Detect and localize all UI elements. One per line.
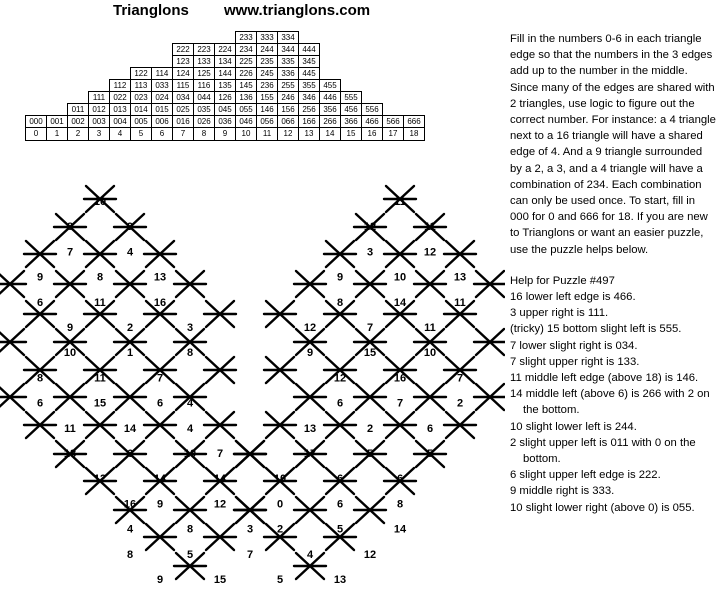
triangle-clue[interactable]: 8 — [126, 548, 134, 561]
hint-item: 2 slight upper left is 011 with 0 on the bottom. — [510, 436, 696, 466]
triangle-clue[interactable]: 15 — [363, 347, 377, 360]
triangle-clue[interactable]: 14 — [123, 422, 137, 435]
triangle-clue[interactable]: 6 — [36, 397, 44, 410]
instructions-panel — [510, 31, 716, 516]
triangle-clue[interactable]: 9 — [156, 574, 164, 586]
triangle-clue[interactable]: 8 — [396, 498, 404, 511]
triangle-clue[interactable]: 16 — [393, 372, 407, 385]
combo-cell: 035 — [194, 104, 215, 116]
combo-cell: 011 — [68, 104, 89, 116]
combo-cell: 666 — [404, 116, 425, 128]
combo-cell: 445 — [299, 68, 320, 80]
triangle-clue[interactable]: 16 — [123, 498, 137, 511]
triangle-clue[interactable]: 6 — [156, 397, 164, 410]
combo-cell: 236 — [257, 80, 278, 92]
triangle-clue[interactable]: 6 — [36, 296, 44, 309]
combo-cell: 044 — [194, 92, 215, 104]
combo-cell: 146 — [257, 104, 278, 116]
triangle-clue[interactable]: 12 — [303, 322, 317, 334]
combo-cell: 036 — [215, 116, 236, 128]
triangle-clue[interactable]: 2 — [276, 523, 284, 536]
combo-cell: 013 — [110, 104, 131, 116]
triangle-clue[interactable]: 4 — [186, 422, 194, 435]
combo-cell: 235 — [257, 56, 278, 68]
combo-cell: 244 — [257, 44, 278, 56]
combo-cell: 334 — [278, 32, 299, 44]
sum-cell: 12 — [278, 128, 299, 141]
triangle-clue[interactable]: 3 — [186, 322, 194, 334]
help-title: Help for Puzzle #497 — [510, 274, 615, 287]
triangle-clue[interactable]: 9 — [306, 347, 314, 360]
triangle-clue[interactable]: 10 — [393, 271, 407, 284]
triangle-clue[interactable]: 8 — [66, 221, 74, 234]
triangle-clue[interactable]: 14 — [393, 523, 407, 536]
combo-cell: 000 — [26, 116, 47, 128]
combo-cell: 222 — [173, 44, 194, 56]
combo-cell: 123 — [173, 56, 194, 68]
hint-list — [510, 289, 716, 516]
triangle-clue[interactable]: 1 — [126, 347, 134, 360]
combo-cell: 116 — [194, 80, 215, 92]
combo-cell: 023 — [131, 92, 152, 104]
hint-item: 14 middle left (above 6) is 266 with 2 on the bottom. — [510, 388, 710, 417]
hint-item: (tricky) 15 bottom slight left is 555. — [510, 323, 682, 336]
triangle-clue[interactable]: 5 — [426, 448, 434, 460]
combo-cell: 344 — [278, 44, 299, 56]
combo-cell: 005 — [131, 116, 152, 128]
combo-cell: 346 — [299, 92, 320, 104]
triangle-clue[interactable]: 7 — [66, 246, 74, 259]
triangle-clue[interactable]: 14 — [393, 296, 407, 309]
combo-cell: 144 — [215, 68, 236, 80]
triangle-clue[interactable]: 11 — [394, 196, 406, 208]
triangle-clue[interactable]: 17 — [303, 448, 317, 460]
triangle-clue[interactable]: 2 — [366, 422, 374, 435]
triangle-clue[interactable]: 5 — [366, 448, 374, 460]
combo-cell: 555 — [341, 92, 362, 104]
triangle-clue[interactable]: 12 — [363, 548, 377, 561]
combo-cell: 134 — [215, 56, 236, 68]
combo-cell: 566 — [383, 116, 404, 128]
triangle-clue[interactable]: 10 — [273, 473, 287, 486]
triangle-clue[interactable]: 8 — [186, 523, 194, 536]
combo-cell: 111 — [89, 92, 110, 104]
triangle-clue[interactable]: 11 — [94, 296, 106, 309]
triangle-clue[interactable]: 14 — [213, 473, 227, 486]
hint-item: 9 middle right is 333. — [510, 485, 615, 498]
combo-cell: 003 — [89, 116, 110, 128]
triangle-clue[interactable]: 6 — [396, 473, 404, 486]
sum-cell: 8 — [194, 128, 215, 141]
combo-cell: 333 — [257, 32, 278, 44]
sum-cell: 3 — [89, 128, 110, 141]
triangle-clue[interactable]: 11 — [94, 372, 106, 385]
triangle-clue[interactable]: 9 — [66, 322, 74, 334]
triangle-clue[interactable]: 13 — [153, 271, 167, 284]
triangle-clue[interactable]: 2 — [126, 322, 134, 334]
combo-cell: 556 — [362, 104, 383, 116]
combo-cell: 446 — [320, 92, 341, 104]
combo-cell: 045 — [215, 104, 236, 116]
combo-cell: 115 — [173, 80, 194, 92]
combo-cell: 014 — [131, 104, 152, 116]
triangle-clue[interactable]: 6 — [126, 448, 134, 460]
combo-cell: 033 — [152, 80, 173, 92]
triangle-clue[interactable]: 7 — [216, 448, 224, 460]
combo-cell: 001 — [47, 116, 68, 128]
combo-cell: 133 — [194, 56, 215, 68]
triangle-clue[interactable]: 10 — [63, 347, 77, 360]
sum-cell: 13 — [299, 128, 320, 141]
combo-cell: 034 — [173, 92, 194, 104]
sum-cell: 14 — [320, 128, 341, 141]
combo-cell: 366 — [341, 116, 362, 128]
combo-cell: 266 — [320, 116, 341, 128]
triangle-clue[interactable]: 4 — [306, 548, 314, 561]
sum-cell: 7 — [173, 128, 194, 141]
triangle-clue[interactable]: 13 — [453, 271, 467, 284]
hint-item: 10 slight lower right (above 0) is 055. — [510, 501, 695, 514]
combo-cell: 223 — [194, 44, 215, 56]
combo-cell: 355 — [299, 80, 320, 92]
triangle-clue[interactable]: 15 — [213, 574, 227, 586]
combo-cell: 256 — [299, 104, 320, 116]
triangle-clue[interactable]: 7 — [246, 548, 254, 561]
combo-cell: 155 — [257, 92, 278, 104]
triangle-clue[interactable]: 7 — [456, 372, 464, 385]
combo-cell: 022 — [110, 92, 131, 104]
combo-cell: 336 — [278, 68, 299, 80]
combo-cell: 122 — [131, 68, 152, 80]
triangle-clue[interactable]: 9 — [36, 271, 44, 284]
combo-cell: 006 — [152, 116, 173, 128]
combo-cell: 444 — [299, 44, 320, 56]
combo-cell: 156 — [278, 104, 299, 116]
sum-cell: 4 — [110, 128, 131, 141]
combo-cell: 025 — [173, 104, 194, 116]
triangle-clue[interactable]: 14 — [153, 473, 167, 486]
triangle-clue[interactable]: 2 — [456, 397, 464, 410]
triangle-clue[interactable]: 3 — [246, 523, 254, 536]
hint-item: 7 lower slight right is 034. — [510, 339, 638, 352]
combo-cell: 255 — [278, 80, 299, 92]
sum-cell: 10 — [236, 128, 257, 141]
triangle-clue[interactable]: 12 — [333, 372, 347, 385]
combo-cell: 456 — [341, 104, 362, 116]
triangle-clue[interactable]: 11 — [424, 221, 436, 234]
triangle-clue[interactable]: 7 — [156, 372, 164, 385]
combo-cell: 012 — [89, 104, 110, 116]
sum-cell: 16 — [362, 128, 383, 141]
sum-cell: 1 — [47, 128, 68, 141]
combo-cell: 055 — [236, 104, 257, 116]
combo-cell: 112 — [110, 80, 131, 92]
triangle-clue[interactable]: 6 — [336, 473, 344, 486]
hint-item: 6 slight upper left edge is 222. — [510, 469, 661, 482]
combo-cell: 145 — [236, 80, 257, 92]
triangle-clue[interactable]: 11 — [64, 422, 76, 435]
triangle-clue[interactable]: 11 — [454, 296, 466, 309]
combo-cell: 455 — [320, 80, 341, 92]
sum-cell: 6 — [152, 128, 173, 141]
triangle-clue[interactable]: 12 — [423, 246, 437, 259]
triangle-clue[interactable]: 12 — [213, 498, 227, 511]
triangle-clue[interactable]: 10 — [183, 448, 197, 460]
combo-cell: 234 — [236, 44, 257, 56]
combo-cell: 466 — [362, 116, 383, 128]
sum-cell: 5 — [131, 128, 152, 141]
combo-cell: 224 — [215, 44, 236, 56]
combo-cell: 056 — [257, 116, 278, 128]
combo-cell: 004 — [110, 116, 131, 128]
combo-cell: 015 — [152, 104, 173, 116]
combo-cell: 233 — [236, 32, 257, 44]
combo-cell: 345 — [299, 56, 320, 68]
triangle-clue[interactable]: 10 — [423, 347, 437, 360]
triangle-clue[interactable]: 6 — [426, 422, 434, 435]
triangle-clue[interactable]: 6 — [336, 498, 344, 511]
combo-cell: 226 — [236, 68, 257, 80]
triangle-clue[interactable]: 5 — [276, 574, 284, 586]
combo-cell: 114 — [152, 68, 173, 80]
sum-cell: 17 — [383, 128, 404, 141]
triangle-clue[interactable]: 4 — [186, 397, 194, 410]
triangle-clue[interactable]: 10 — [93, 196, 107, 208]
hint-item: 11 middle left edge (above 18) is 146. — [510, 372, 699, 385]
triangle-clue[interactable]: 16 — [153, 296, 167, 309]
combo-cell: 113 — [131, 80, 152, 92]
triangle-clue[interactable]: 8 — [336, 296, 344, 309]
triangle-clue[interactable]: 7 — [366, 322, 374, 334]
sum-cell: 18 — [404, 128, 425, 141]
triangle-clue[interactable]: 18 — [63, 448, 77, 460]
combo-cell: 356 — [320, 104, 341, 116]
combo-cell: 166 — [299, 116, 320, 128]
triangle-clue[interactable]: 13 — [333, 574, 347, 586]
triangle-clue[interactable]: 11 — [424, 322, 436, 334]
sum-cell: 0 — [26, 128, 47, 141]
combo-cell: 136 — [236, 92, 257, 104]
sum-cell: 9 — [215, 128, 236, 141]
instructions-text: Fill in the numbers 0-6 in each triangle edge so that the numbers in the 3 edges add up to the number in the middle. Since many of the edges are shared with 2 triangles, use logic to figure out the correct number. For instance: a 4 triangle next to a 16 triangle will have a shared edge of 4. And a 9 triangle surrounded by a 2, a 3, and a 4 triangle will have a combination of 234. Each combination can only be used once. To start, fill in 000 for 0 and 666 for 18. If you are new to Trianglons or want an easier puzzle, use the puzzle helps below. — [510, 33, 716, 256]
combo-cell: 126 — [215, 92, 236, 104]
combo-cell: 225 — [236, 56, 257, 68]
triangle-clue[interactable]: 8 — [36, 372, 44, 385]
combo-cell: 245 — [257, 68, 278, 80]
combo-cell: 024 — [152, 92, 173, 104]
hint-item: 3 upper right is 111. — [510, 307, 609, 320]
triangle-clue[interactable]: 13 — [303, 422, 317, 435]
sum-cell: 15 — [341, 128, 362, 141]
combo-cell: 016 — [173, 116, 194, 128]
triangle-clue[interactable]: 4 — [126, 523, 134, 536]
triangle-clue[interactable]: 3 — [366, 246, 374, 259]
hint-item: 7 slight upper right is 133. — [510, 355, 640, 368]
triangle-clue[interactable]: 15 — [93, 397, 107, 410]
triangle-clue[interactable]: 8 — [96, 271, 104, 284]
triangle-clue[interactable]: 6 — [336, 397, 344, 410]
hint-item: 10 slight lower left is 244. — [510, 420, 637, 433]
sum-cell: 2 — [68, 128, 89, 141]
triangle-clue[interactable]: 5 — [186, 548, 194, 561]
triangle-clue[interactable]: 5 — [336, 523, 344, 536]
combo-cell: 335 — [278, 56, 299, 68]
combo-cell: 026 — [194, 116, 215, 128]
triangle-clue[interactable]: 9 — [156, 498, 164, 511]
triangle-clue[interactable]: 9 — [126, 221, 134, 234]
triangle-clue[interactable]: 9 — [336, 271, 344, 284]
combo-cell: 066 — [278, 116, 299, 128]
combo-cell: 124 — [173, 68, 194, 80]
hint-item: 16 lower left edge is 466. — [510, 291, 636, 304]
triangle-clue[interactable]: 8 — [186, 347, 194, 360]
triangle-clue[interactable]: 12 — [363, 221, 377, 234]
site-url[interactable]: www.trianglons.com — [224, 2, 371, 19]
combo-cell: 125 — [194, 68, 215, 80]
combo-cell: 002 — [68, 116, 89, 128]
puzzle-title: Trianglons — [113, 2, 189, 19]
triangle-clue[interactable]: 0 — [276, 498, 284, 511]
combo-cell: 246 — [278, 92, 299, 104]
triangle-clue[interactable]: 7 — [396, 397, 404, 410]
triangle-clue[interactable]: 12 — [93, 473, 107, 486]
sum-cell: 11 — [257, 128, 278, 141]
triangle-clue[interactable]: 4 — [126, 246, 134, 259]
combo-cell: 135 — [215, 80, 236, 92]
combo-cell: 046 — [236, 116, 257, 128]
